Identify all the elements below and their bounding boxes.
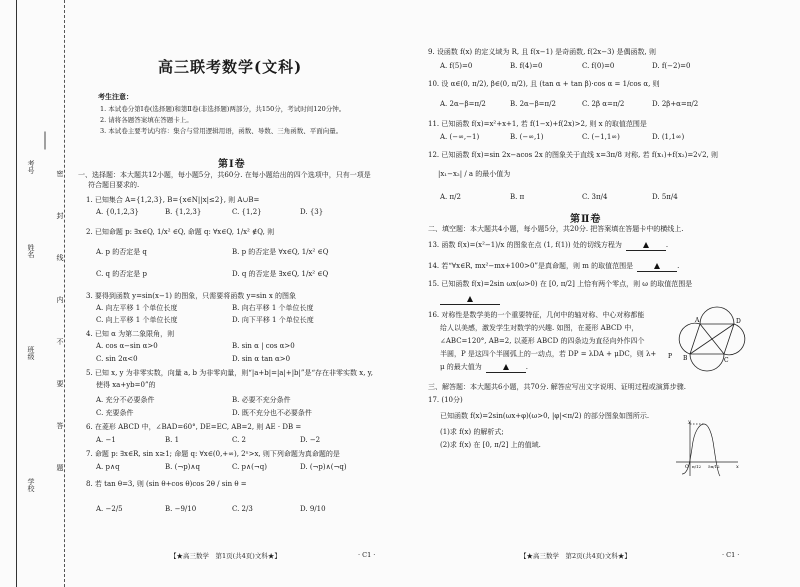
option-c: C. 2 bbox=[232, 436, 247, 444]
option-c: C. f(0)=0 bbox=[582, 62, 615, 70]
option-a: A. 2α−β=π/2 bbox=[440, 100, 486, 108]
tick-label: 5π/12 bbox=[708, 464, 720, 469]
point-p-label: P bbox=[668, 353, 673, 360]
option-a: A. (−∞,−1) bbox=[440, 133, 480, 141]
sine-graph bbox=[672, 418, 742, 480]
option-d: D. {3} bbox=[300, 208, 324, 216]
option-d: D. 向下平移 1 个单位长度 bbox=[232, 316, 314, 324]
question-14: 14. 若“∀x∈R, mx²−mx+100>0”是真命题，则 m 的取值范围是 . bbox=[428, 262, 680, 270]
question-12-cont: |x₁−x₂| / a 的最小值为 bbox=[438, 170, 511, 178]
question-16-line: 给人以美感，激发学生对数学的兴趣. 如图，在菱形 ABCD 中， bbox=[440, 324, 639, 332]
notice-item: 2. 请将各题答案填在答题卡上。 bbox=[100, 116, 193, 124]
option-b: B. f(4)=0 bbox=[510, 62, 543, 70]
option-a: A. 充分不必要条件 bbox=[96, 396, 155, 404]
option-a: A. π/2 bbox=[440, 193, 461, 201]
fill-instruction: 二、填空题：本大题共4小题，每小题5分，共20分. 把答案填在答题卡中的横线上. bbox=[428, 225, 684, 233]
option-d: D. −2 bbox=[300, 436, 321, 444]
vertex-a-label: A bbox=[695, 317, 700, 324]
seal-char: 不 bbox=[56, 338, 64, 345]
question-4: 4. 已知 α 为第二象限角，则 bbox=[86, 330, 175, 338]
question-5: 5. 已知 x, y 为非零实数，向量 a, b 为非零向量，则“|a+b|=|a|+|b|”是“存在非零实数 x, y, bbox=[86, 369, 373, 377]
option-a: A. {0,1,2,3} bbox=[96, 208, 139, 216]
seal-char: 封 bbox=[56, 212, 64, 219]
question-16-line: 半圆，P 是这四个半圆弧上的一动点，若 DP = λDA + μDC，则 λ+ bbox=[440, 350, 657, 358]
notice-item: 1. 本试卷分第Ⅰ卷(选择题)和第Ⅱ卷(非选择题)两部分，共150分，考试时间120分钟。 bbox=[100, 105, 346, 113]
option-d: D. 2β+α=π/2 bbox=[652, 100, 699, 108]
notice-item: 3. 本试卷主要考试内容：集合与常用逻辑用语，函数、导数、三角函数、平面向量。 bbox=[100, 127, 343, 135]
name-label: 姓名 bbox=[27, 244, 35, 258]
answer-blank-marker bbox=[503, 364, 509, 370]
vertex-b-label: B bbox=[683, 355, 688, 362]
footer-right: 【★高三数学 第2页(共4页)文科★】 bbox=[520, 552, 631, 560]
question-17-heading: 17. (10分) bbox=[428, 396, 463, 404]
vertex-d-label: D bbox=[736, 318, 741, 325]
exam-no-label: 考号 bbox=[27, 160, 35, 174]
option-c: C. 2β α=π/2 bbox=[582, 100, 625, 108]
footer-left: 【★高三数学 第1页(共4页)文科★】 bbox=[170, 552, 281, 560]
seal-char: 答 bbox=[56, 422, 64, 429]
option-c: C. 充要条件 bbox=[96, 409, 134, 417]
option-c: C. p∧(¬q) bbox=[232, 463, 267, 471]
option-a: A. −1 bbox=[96, 436, 116, 444]
seal-line bbox=[64, 0, 65, 587]
option-d: D. 9/10 bbox=[300, 505, 326, 513]
question-11: 11. 已知函数 f(x)=x²+x+1, 若 f(1−x)+f(2x)>2, 则 x 的取值范围是 bbox=[428, 120, 647, 128]
sidebar-border-left bbox=[16, 0, 17, 587]
option-d: D. 既不充分也不必要条件 bbox=[232, 409, 312, 417]
school-label: 学校 bbox=[27, 478, 35, 492]
seal-char: 密 bbox=[56, 170, 64, 177]
option-d: D. (1,1∞) bbox=[652, 133, 685, 141]
option-b: B. (¬p)∧q bbox=[165, 463, 201, 471]
option-b: B. 2α−β=π/2 bbox=[510, 100, 556, 108]
option-d: D. q 的否定是 ∃x∈Q, 1/x² ∈Q bbox=[232, 270, 329, 278]
question-6: 6. 在菱形 ABCD 中，∠BAD=60°, DE=EC, AB=2, 则 AE · DB = bbox=[86, 423, 302, 431]
question-17-part2: (2)求 f(x) 在 [0, π/2] 上的值域. bbox=[440, 441, 541, 449]
question-16-line: ∠ABC=120°, AB=2, 以菱形 ABCD 的四条边为直径向外作四个 bbox=[440, 337, 645, 345]
seal-char: 线 bbox=[56, 254, 64, 261]
question-2: 2. 已知命题 p: ∃x∈Q, 1/x² ∈Q, 命题 q: ∀x∈Q, 1/x² ∉Q, 则 bbox=[86, 228, 275, 236]
question-5-cont: 使得 xa+yb=0”的 bbox=[96, 381, 156, 389]
option-b: B. {1,2,3} bbox=[165, 208, 202, 216]
question-12: 12. 已知函数 f(x)=sin 2x−acos 2x 的图象关于直线 x=3π/8 对称, 若 f(x₁)+f(x₂)=2√2, 则 bbox=[428, 151, 718, 159]
option-a: A. −2/5 bbox=[96, 505, 123, 513]
part2-heading: 第Ⅱ卷 bbox=[570, 214, 602, 225]
question-10: 10. 设 α∈(0, π/2), β∈(0, π/2), 且 (tan α + tan β)·cos α = 1/cos α, 则 bbox=[428, 80, 660, 88]
option-a: A. cos α−sin α>0 bbox=[96, 342, 158, 350]
option-b: B. −9/10 bbox=[165, 505, 197, 513]
class-label: 班级 bbox=[27, 346, 35, 360]
part1-instruction: 符合题目要求的. bbox=[88, 181, 140, 189]
answer-blank bbox=[440, 295, 500, 305]
part1-heading: 第Ⅰ卷 bbox=[218, 159, 246, 170]
option-c: C. (−1,1∞) bbox=[582, 133, 620, 141]
seal-char: 题 bbox=[56, 464, 64, 471]
option-b: B. sin α | cos α>0 bbox=[232, 342, 295, 350]
option-b: B. (−∞,1) bbox=[510, 133, 544, 141]
answer-blank-marker bbox=[467, 296, 473, 302]
vertex-c-label: C bbox=[724, 357, 729, 364]
option-c: C. 向上平移 1 个单位长度 bbox=[96, 316, 178, 324]
y-axis-label: y bbox=[688, 419, 691, 425]
seal-char: 要 bbox=[56, 380, 64, 387]
answer-blank-marker bbox=[643, 242, 649, 248]
option-b: B. 向右平移 1 个单位长度 bbox=[232, 304, 314, 312]
option-d: D. 5π/4 bbox=[652, 193, 678, 201]
option-c: C. sin 2α<0 bbox=[96, 355, 138, 363]
page-title: 高三联考数学(文科) bbox=[158, 58, 303, 76]
notice-heading: 考生注意： bbox=[98, 92, 133, 101]
option-c: C. 3π/4 bbox=[582, 193, 608, 201]
option-d: D. (¬p)∧(¬q) bbox=[300, 463, 347, 471]
question-16: 16. 对称性是数学美的一个重要特征，几何中的轴对称、中心对称都能 bbox=[428, 311, 645, 319]
x-axis-label: x bbox=[736, 464, 739, 470]
question-9: 9. 设函数 f(x) 的定义域为 R, 且 f(x−1) 是奇函数, f(2x−3) 是偶函数, 则 bbox=[428, 48, 656, 56]
option-b: B. 必要不充分条件 bbox=[232, 396, 291, 404]
origin-label: O bbox=[685, 465, 689, 470]
question-17-part1: (1)求 f(x) 的解析式; bbox=[440, 428, 504, 436]
question-3: 3. 要得到函数 y=sin(x−1) 的图象，只需要将函数 y=sin x 的图象 bbox=[86, 292, 297, 300]
footer-code-right: · C1 · bbox=[722, 551, 740, 559]
tick-label: π/12 bbox=[692, 464, 702, 469]
question-13: 13. 函数 f(x)=(x²−1)/x 的图象在点 (1, f(1)) 处的切线方程为 . bbox=[428, 241, 669, 249]
option-c: C. q 的否定是 p bbox=[96, 270, 147, 278]
sidebar-field-line bbox=[45, 132, 46, 150]
option-c: C. {1,2} bbox=[232, 208, 262, 216]
answer-blank-marker bbox=[654, 263, 660, 269]
option-d: D. f(−2)=0 bbox=[652, 62, 691, 70]
part1-instruction: 一、选择题：本大题共12小题，每小题5分，共60分. 在每小题给出的四个选项中，只有一项是 bbox=[78, 171, 371, 179]
footer-code-left: · C1 · bbox=[358, 551, 376, 559]
option-d: D. sin α tan α>0 bbox=[232, 355, 291, 363]
option-a: A. p∧q bbox=[96, 463, 120, 471]
option-b: B. p 的否定是 ∀x∈Q, 1/x² ∈Q bbox=[232, 248, 329, 256]
question-1: 1. 已知集合 A={1,2,3}, B={x∈N||x|≤2}, 则 A∪B= bbox=[86, 196, 260, 204]
answer-instruction: 三、解答题：本大题共6小题，共70分. 解答应写出文字说明、证明过程或演算步骤. bbox=[428, 383, 687, 391]
question-7: 7. 命题 p: ∃x∈R, sin x≥1; 命题 q: ∀x∈(0,+∞), 2ˣ>x, 则下列命题为真命题的是 bbox=[86, 450, 340, 458]
question-16-line: μ 的最大值为 . bbox=[440, 363, 529, 371]
rhombus-semicircles-figure bbox=[662, 302, 758, 374]
question-17: 已知函数 f(x)=2sin(ωx+φ)(ω>0, |φ|<π/2) 的部分图象如图所示. bbox=[440, 412, 650, 420]
option-b: B. π bbox=[510, 193, 525, 201]
option-a: A. f(5)=0 bbox=[440, 62, 473, 70]
question-15: 15. 已知函数 f(x)=2sin ωx(ω>0) 在 [0, π/2] 上恰有两个零点，则 ω 的取值范围是 bbox=[428, 280, 693, 288]
question-8: 8. 若 tan θ=3, 则 (sin θ+cos θ)cos 2θ / sin θ = bbox=[86, 480, 247, 488]
seal-char: 内 bbox=[56, 296, 64, 303]
option-c: C. 2/3 bbox=[232, 505, 253, 513]
option-b: B. 1 bbox=[165, 436, 180, 444]
option-a: A. 向左平移 1 个单位长度 bbox=[96, 304, 178, 312]
option-a: A. p 的否定是 q bbox=[96, 248, 147, 256]
